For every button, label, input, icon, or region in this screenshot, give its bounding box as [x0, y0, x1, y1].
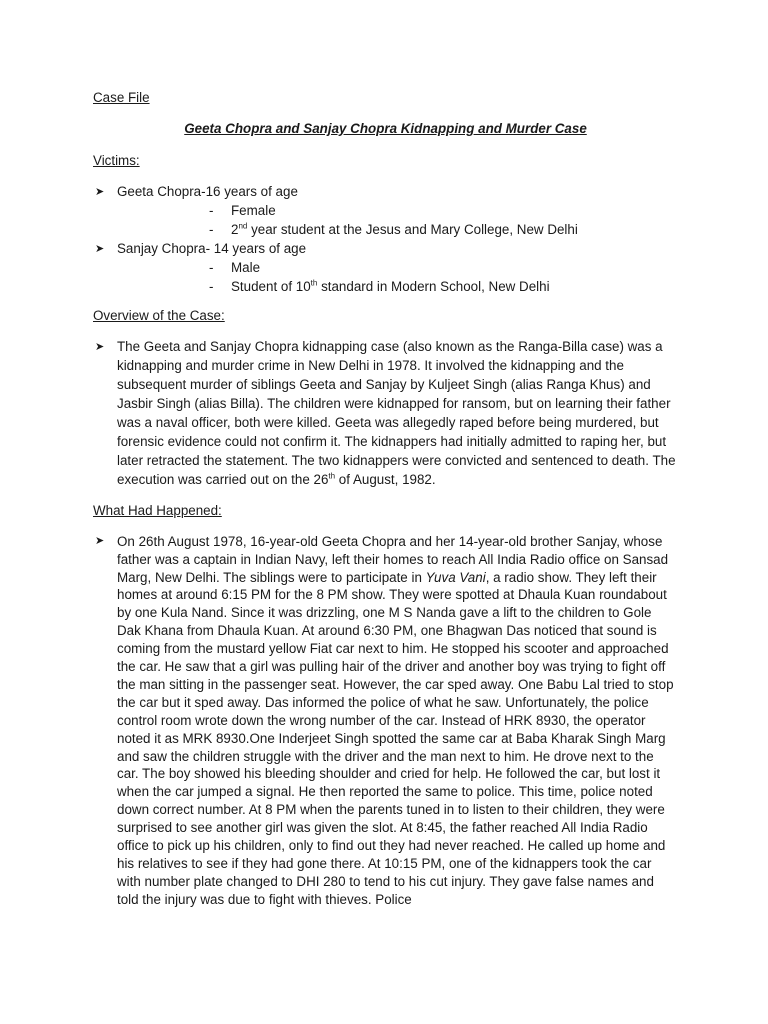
- victim-detail: - 2nd year student at the Jesus and Mary College, New Delhi: [209, 221, 578, 237]
- arrow-bullet-icon: ➤: [95, 341, 105, 354]
- arrow-bullet-icon: ➤: [95, 534, 105, 547]
- what-happened-paragraph: ➤ On 26th August 1978, 16-year-old Geeta Chopra and her 14-year-old brother Sanjay, whose father was a captain in Indian Navy, left their homes to reach All India Radio office on Sansad Marg, New Delhi. The siblings were to participate in Yuva Vani, a radio show. They left their homes at around 6:15 PM for the 8 PM show. They were spotted at Dhaula Kuan roundabout by one Kula Nand. Since it was drizzling, one M S Nanda gave a lift to the children to Gole Dak Khana from Dhaula Kuan. At around 6:30 PM, one Bhagwan Das noticed that sound is coming from the mustard yellow Fiat car next to him. He stopped his scooter and approached the car. He saw that a girl was pulling hair of the driver and another boy was trying to fight off the man sitting in the passenger seat. However, the car sped away. One Babu Lal tried to stop the car but it sped away. Das informed the police of what he saw. Unfortunately, the police control room wrote down the wrong number of the car. Instead of HRK 8930, the operator noted it as MRK 8930.One Inderjeet Singh spotted the same car at Baba Kharak Singh Marg and saw the children struggle with the driver and the man next to him. He drove next to the car. The boy showed his bleeding shoulder and cried for help. He followed the car, but lost it when the car jumped a signal. He then reported the same to police. This time, police noted down correct number. At 8 PM when the parents tuned in to listen to their children, they were surprised to see another girl was given the slot. At 8:45, the father reached All India Radio office to pick up his children, only to find out they had never reached. He called up home and his relatives to see if they had gone there. At 10:15 PM, one of the kidnappers took the car with number plate changed to DHI 280 to tend to his cut injury. They gave false names and told the injury was due to fight with thieves. Police: [95, 533, 674, 907]
- victim-education: 2nd year student at the Jesus and Mary College, New Delhi: [231, 221, 578, 237]
- victim-item: [93, 240, 678, 259]
- victim-education: Student of 10th standard in Modern School, New Delhi: [231, 278, 550, 294]
- document-title: Geeta Chopra and Sanjay Chopra Kidnapping and Murder Case: [184, 121, 587, 136]
- victim-gender: Male: [231, 259, 261, 275]
- victim-gender: Female: [231, 202, 276, 218]
- victim-name: Geeta Chopra-16 years of age: [117, 184, 298, 199]
- victims-list: [93, 183, 678, 296]
- victim-detail: - Student of 10th standard in Modern School, New Delhi: [209, 278, 550, 294]
- overview-paragraph: ➤ The Geeta and Sanjay Chopra kidnapping case (also known as the Ranga-Billa case) was a kidnapping and murder crime in New Delhi in 1978. It involved the kidnapping and the subsequent murder of siblings Geeta and Sanjay by Kuljeet Singh (alias Ranga Khus) and Jasbir Singh (alias Billa). The children were kidnapped for ransom, but on learning their father was a naval officer, both were killed. Geeta was allegedly raped before being murdered, but forensic evidence could not confirm it. The kidnappers had initially admitted to raping her, but later retracted the statement. The two kidnappers were convicted and sentenced to death. The execution was carried out on the 26th of August, 1982.: [95, 339, 676, 487]
- victim-detail: - Male: [209, 259, 261, 275]
- what-happened-heading: What Had Happened:: [93, 502, 222, 518]
- victims-heading: Victims:: [93, 153, 140, 168]
- arrow-bullet-icon: ➤: [95, 242, 105, 255]
- overview-heading: Overview of the Case:: [93, 308, 225, 324]
- case-file-label: Case File: [93, 90, 150, 105]
- arrow-bullet-icon: ➤: [95, 186, 105, 198]
- victim-item: [93, 183, 678, 202]
- victim-detail: - Female: [209, 202, 276, 218]
- victim-name: Sanjay Chopra- 14 years of age: [117, 240, 307, 256]
